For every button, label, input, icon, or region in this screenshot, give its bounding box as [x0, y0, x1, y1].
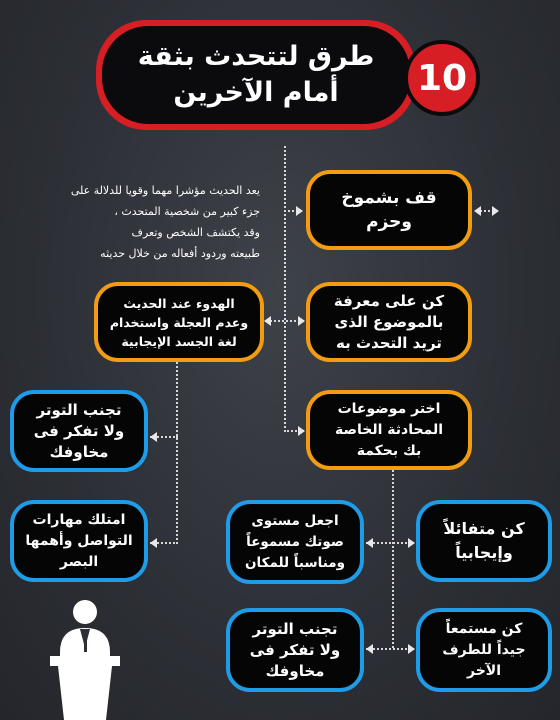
intro-line: يعد الحديث مؤشرا مهما وقويا للدلالة على: [70, 184, 260, 197]
tip-text: لغة الجسد الإيجابية: [121, 333, 237, 349]
tip-text: كن متفائلاً: [443, 519, 525, 538]
arrow-icon: [366, 644, 373, 654]
tip-text: تريد التحدث به: [336, 333, 442, 352]
tip-text: كن مستمعاً: [445, 620, 523, 637]
arrow-icon: [298, 316, 305, 326]
tip-box-voice-level: [226, 500, 364, 584]
tip-text: تجنب التوتر: [36, 400, 122, 419]
tip-text: صوتك مسموعاً: [246, 533, 344, 550]
tip-text: ولا تفكر فى: [249, 640, 341, 659]
arrow-icon: [264, 316, 271, 326]
title-banner: [96, 20, 416, 130]
tip-text: البصر: [59, 553, 99, 570]
tip-text: وعدم العجلة واستخدام: [109, 314, 249, 330]
tip-text: الهدوء عند الحديث: [123, 295, 235, 311]
arrow-icon: [408, 538, 415, 548]
tip-text: كن على معرفة: [333, 291, 445, 310]
tip-text: جيداً للطرف: [442, 641, 526, 658]
speaker-at-podium-icon: [40, 598, 130, 720]
tip-text: الآخر: [466, 662, 502, 679]
tip-box-good-listener: [416, 608, 552, 692]
tip-text: بك بحكمة: [356, 442, 422, 459]
arrow-icon: [492, 206, 499, 216]
arrow-icon: [296, 206, 303, 216]
connector-7: [366, 542, 414, 544]
tip-text: المحادثة الخاصة: [335, 421, 444, 438]
tip-box-choose-topics: [306, 390, 472, 470]
main-connector: [284, 146, 286, 432]
intro-line: وقد يكتشف الشخص وتعرف: [131, 226, 260, 239]
tip-text: تجنب التوتر: [252, 619, 338, 638]
tip-box-avoid-stress-bottom: [226, 608, 364, 692]
intro-line: طبيعته وردود أفعاله من خلال حديثه: [100, 247, 260, 260]
connector-9: [366, 648, 414, 650]
tip-text: مخاوفك: [265, 661, 325, 680]
tip-text: قف بشموخ: [341, 188, 437, 208]
arrow-icon: [474, 206, 481, 216]
tip-text: اجعل مستوى: [251, 512, 339, 529]
arrow-icon: [366, 538, 373, 548]
tip-text: بالموضوع الذى: [334, 312, 444, 331]
intro-line: جزء كبير من شخصية المتحدث ،: [114, 205, 260, 218]
arrow-icon: [150, 432, 157, 442]
tip-text: التواصل وأهمها: [25, 532, 133, 549]
tip-box-avoid-stress-top: [10, 390, 148, 472]
tip-text: ومناسباً للمكان: [245, 554, 345, 571]
tip-text: مخاوفك: [49, 442, 109, 461]
tip-text: امتلك مهارات: [32, 511, 126, 528]
tip-text: اختر موضوعات: [337, 400, 441, 417]
connector-left-mid: [176, 362, 178, 544]
tip-text: ولا تفكر فى: [33, 421, 125, 440]
intro-text: [28, 180, 260, 264]
tip-box-stand-tall: [306, 170, 472, 250]
tip-box-know-topic: [306, 282, 472, 362]
arrow-icon: [298, 426, 305, 436]
tip-box-calm: [94, 282, 264, 362]
tip-box-optimistic: [416, 500, 552, 582]
title-line-2: أمام الآخرين: [173, 77, 339, 108]
number-badge: 10: [404, 40, 480, 116]
title-line-1: طرق لتتحدث بثقة: [137, 41, 375, 72]
tip-text: وإيجابياً: [455, 543, 513, 562]
tip-box-communication-skills: [10, 500, 148, 582]
arrow-icon: [408, 644, 415, 654]
arrow-icon: [150, 538, 157, 548]
connector-bottom-right: [392, 470, 394, 648]
tip-text: وحزم: [366, 212, 412, 232]
